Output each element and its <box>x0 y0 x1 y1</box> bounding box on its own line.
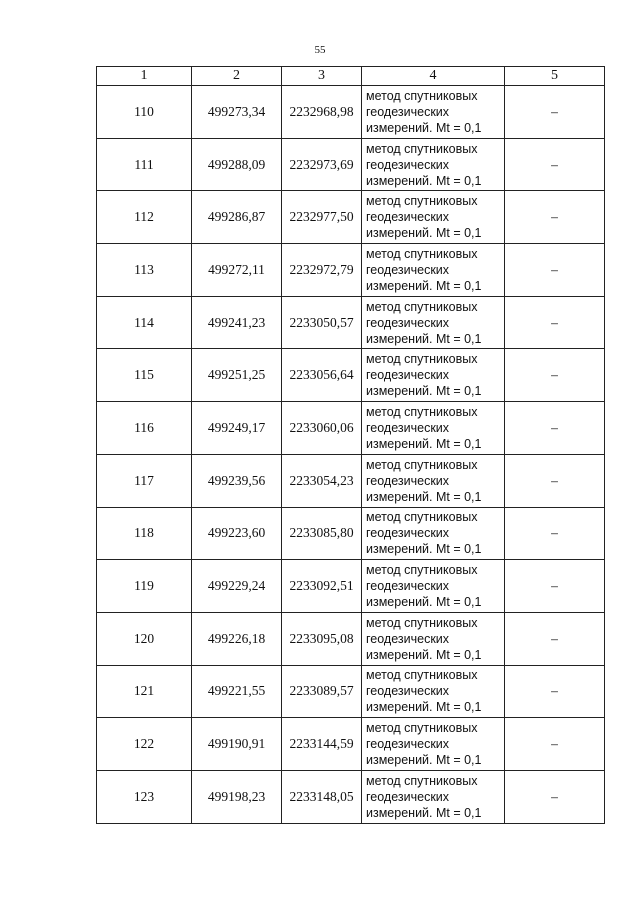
y-coordinate-cell: 2233060,06 <box>282 402 362 455</box>
x-coordinate-cell: 499190,91 <box>192 718 282 771</box>
x-coordinate-cell: 499286,87 <box>192 191 282 244</box>
note-cell: – <box>505 86 605 139</box>
x-coordinate-cell: 499226,18 <box>192 612 282 665</box>
method-cell: метод спутниковых геодезических измерений. Mt = 0,1 <box>362 86 505 139</box>
table-row <box>97 86 605 139</box>
point-number-cell: 113 <box>97 244 192 297</box>
coordinates-table <box>96 66 605 824</box>
y-coordinate-cell: 2233148,05 <box>282 770 362 823</box>
point-number-cell: 115 <box>97 349 192 402</box>
table-row <box>97 560 605 613</box>
method-cell: метод спутниковых геодезических измерений. Mt = 0,1 <box>362 665 505 718</box>
point-number-cell: 110 <box>97 86 192 139</box>
note-cell: – <box>505 560 605 613</box>
table-row <box>97 349 605 402</box>
table-row <box>97 191 605 244</box>
y-coordinate-cell: 2233056,64 <box>282 349 362 402</box>
point-number-cell: 117 <box>97 454 192 507</box>
x-coordinate-cell: 499272,11 <box>192 244 282 297</box>
y-coordinate-cell: 2233050,57 <box>282 296 362 349</box>
y-coordinate-cell: 2233089,57 <box>282 665 362 718</box>
method-cell: метод спутниковых геодезических измерений. Mt = 0,1 <box>362 138 505 191</box>
point-number-cell: 121 <box>97 665 192 718</box>
point-number-cell: 119 <box>97 560 192 613</box>
y-coordinate-cell: 2232977,50 <box>282 191 362 244</box>
note-cell: – <box>505 138 605 191</box>
note-cell: – <box>505 770 605 823</box>
y-coordinate-cell: 2233092,51 <box>282 560 362 613</box>
y-coordinate-cell: 2233095,08 <box>282 612 362 665</box>
point-number-cell: 112 <box>97 191 192 244</box>
table-body <box>97 86 605 824</box>
column-header: 2 <box>192 67 282 86</box>
table-row <box>97 402 605 455</box>
x-coordinate-cell: 499229,24 <box>192 560 282 613</box>
point-number-cell: 114 <box>97 296 192 349</box>
y-coordinate-cell: 2232968,98 <box>282 86 362 139</box>
note-cell: – <box>505 507 605 560</box>
method-cell: метод спутниковых геодезических измерений. Mt = 0,1 <box>362 191 505 244</box>
y-coordinate-cell: 2233144,59 <box>282 718 362 771</box>
x-coordinate-cell: 499198,23 <box>192 770 282 823</box>
table-row <box>97 244 605 297</box>
x-coordinate-cell: 499249,17 <box>192 402 282 455</box>
y-coordinate-cell: 2233085,80 <box>282 507 362 560</box>
point-number-cell: 120 <box>97 612 192 665</box>
table-header-row <box>97 67 605 86</box>
note-cell: – <box>505 612 605 665</box>
method-cell: метод спутниковых геодезических измерений. Mt = 0,1 <box>362 454 505 507</box>
table-row <box>97 138 605 191</box>
method-cell: метод спутниковых геодезических измерений. Mt = 0,1 <box>362 718 505 771</box>
column-header: 5 <box>505 67 605 86</box>
page-number: 55 <box>314 44 326 56</box>
note-cell: – <box>505 718 605 771</box>
column-header: 1 <box>97 67 192 86</box>
table-row <box>97 665 605 718</box>
note-cell: – <box>505 454 605 507</box>
method-cell: метод спутниковых геодезических измерений. Mt = 0,1 <box>362 349 505 402</box>
method-cell: метод спутниковых геодезических измерений. Mt = 0,1 <box>362 296 505 349</box>
column-header: 3 <box>282 67 362 86</box>
y-coordinate-cell: 2232973,69 <box>282 138 362 191</box>
method-cell: метод спутниковых геодезических измерений. Mt = 0,1 <box>362 244 505 297</box>
x-coordinate-cell: 499273,34 <box>192 86 282 139</box>
x-coordinate-cell: 499221,55 <box>192 665 282 718</box>
point-number-cell: 111 <box>97 138 192 191</box>
note-cell: – <box>505 296 605 349</box>
point-number-cell: 123 <box>97 770 192 823</box>
table-row <box>97 770 605 823</box>
x-coordinate-cell: 499251,25 <box>192 349 282 402</box>
note-cell: – <box>505 349 605 402</box>
table-row <box>97 718 605 771</box>
y-coordinate-cell: 2233054,23 <box>282 454 362 507</box>
y-coordinate-cell: 2232972,79 <box>282 244 362 297</box>
table-row <box>97 507 605 560</box>
x-coordinate-cell: 499288,09 <box>192 138 282 191</box>
table-row <box>97 612 605 665</box>
column-header: 4 <box>362 67 505 86</box>
note-cell: – <box>505 665 605 718</box>
point-number-cell: 122 <box>97 718 192 771</box>
table-row <box>97 296 605 349</box>
method-cell: метод спутниковых геодезических измерений. Mt = 0,1 <box>362 507 505 560</box>
method-cell: метод спутниковых геодезических измерений. Mt = 0,1 <box>362 770 505 823</box>
point-number-cell: 118 <box>97 507 192 560</box>
note-cell: – <box>505 191 605 244</box>
method-cell: метод спутниковых геодезических измерений. Mt = 0,1 <box>362 612 505 665</box>
method-cell: метод спутниковых геодезических измерений. Mt = 0,1 <box>362 560 505 613</box>
x-coordinate-cell: 499223,60 <box>192 507 282 560</box>
method-cell: метод спутниковых геодезических измерений. Mt = 0,1 <box>362 402 505 455</box>
x-coordinate-cell: 499241,23 <box>192 296 282 349</box>
x-coordinate-cell: 499239,56 <box>192 454 282 507</box>
point-number-cell: 116 <box>97 402 192 455</box>
table-row <box>97 454 605 507</box>
note-cell: – <box>505 244 605 297</box>
note-cell: – <box>505 402 605 455</box>
